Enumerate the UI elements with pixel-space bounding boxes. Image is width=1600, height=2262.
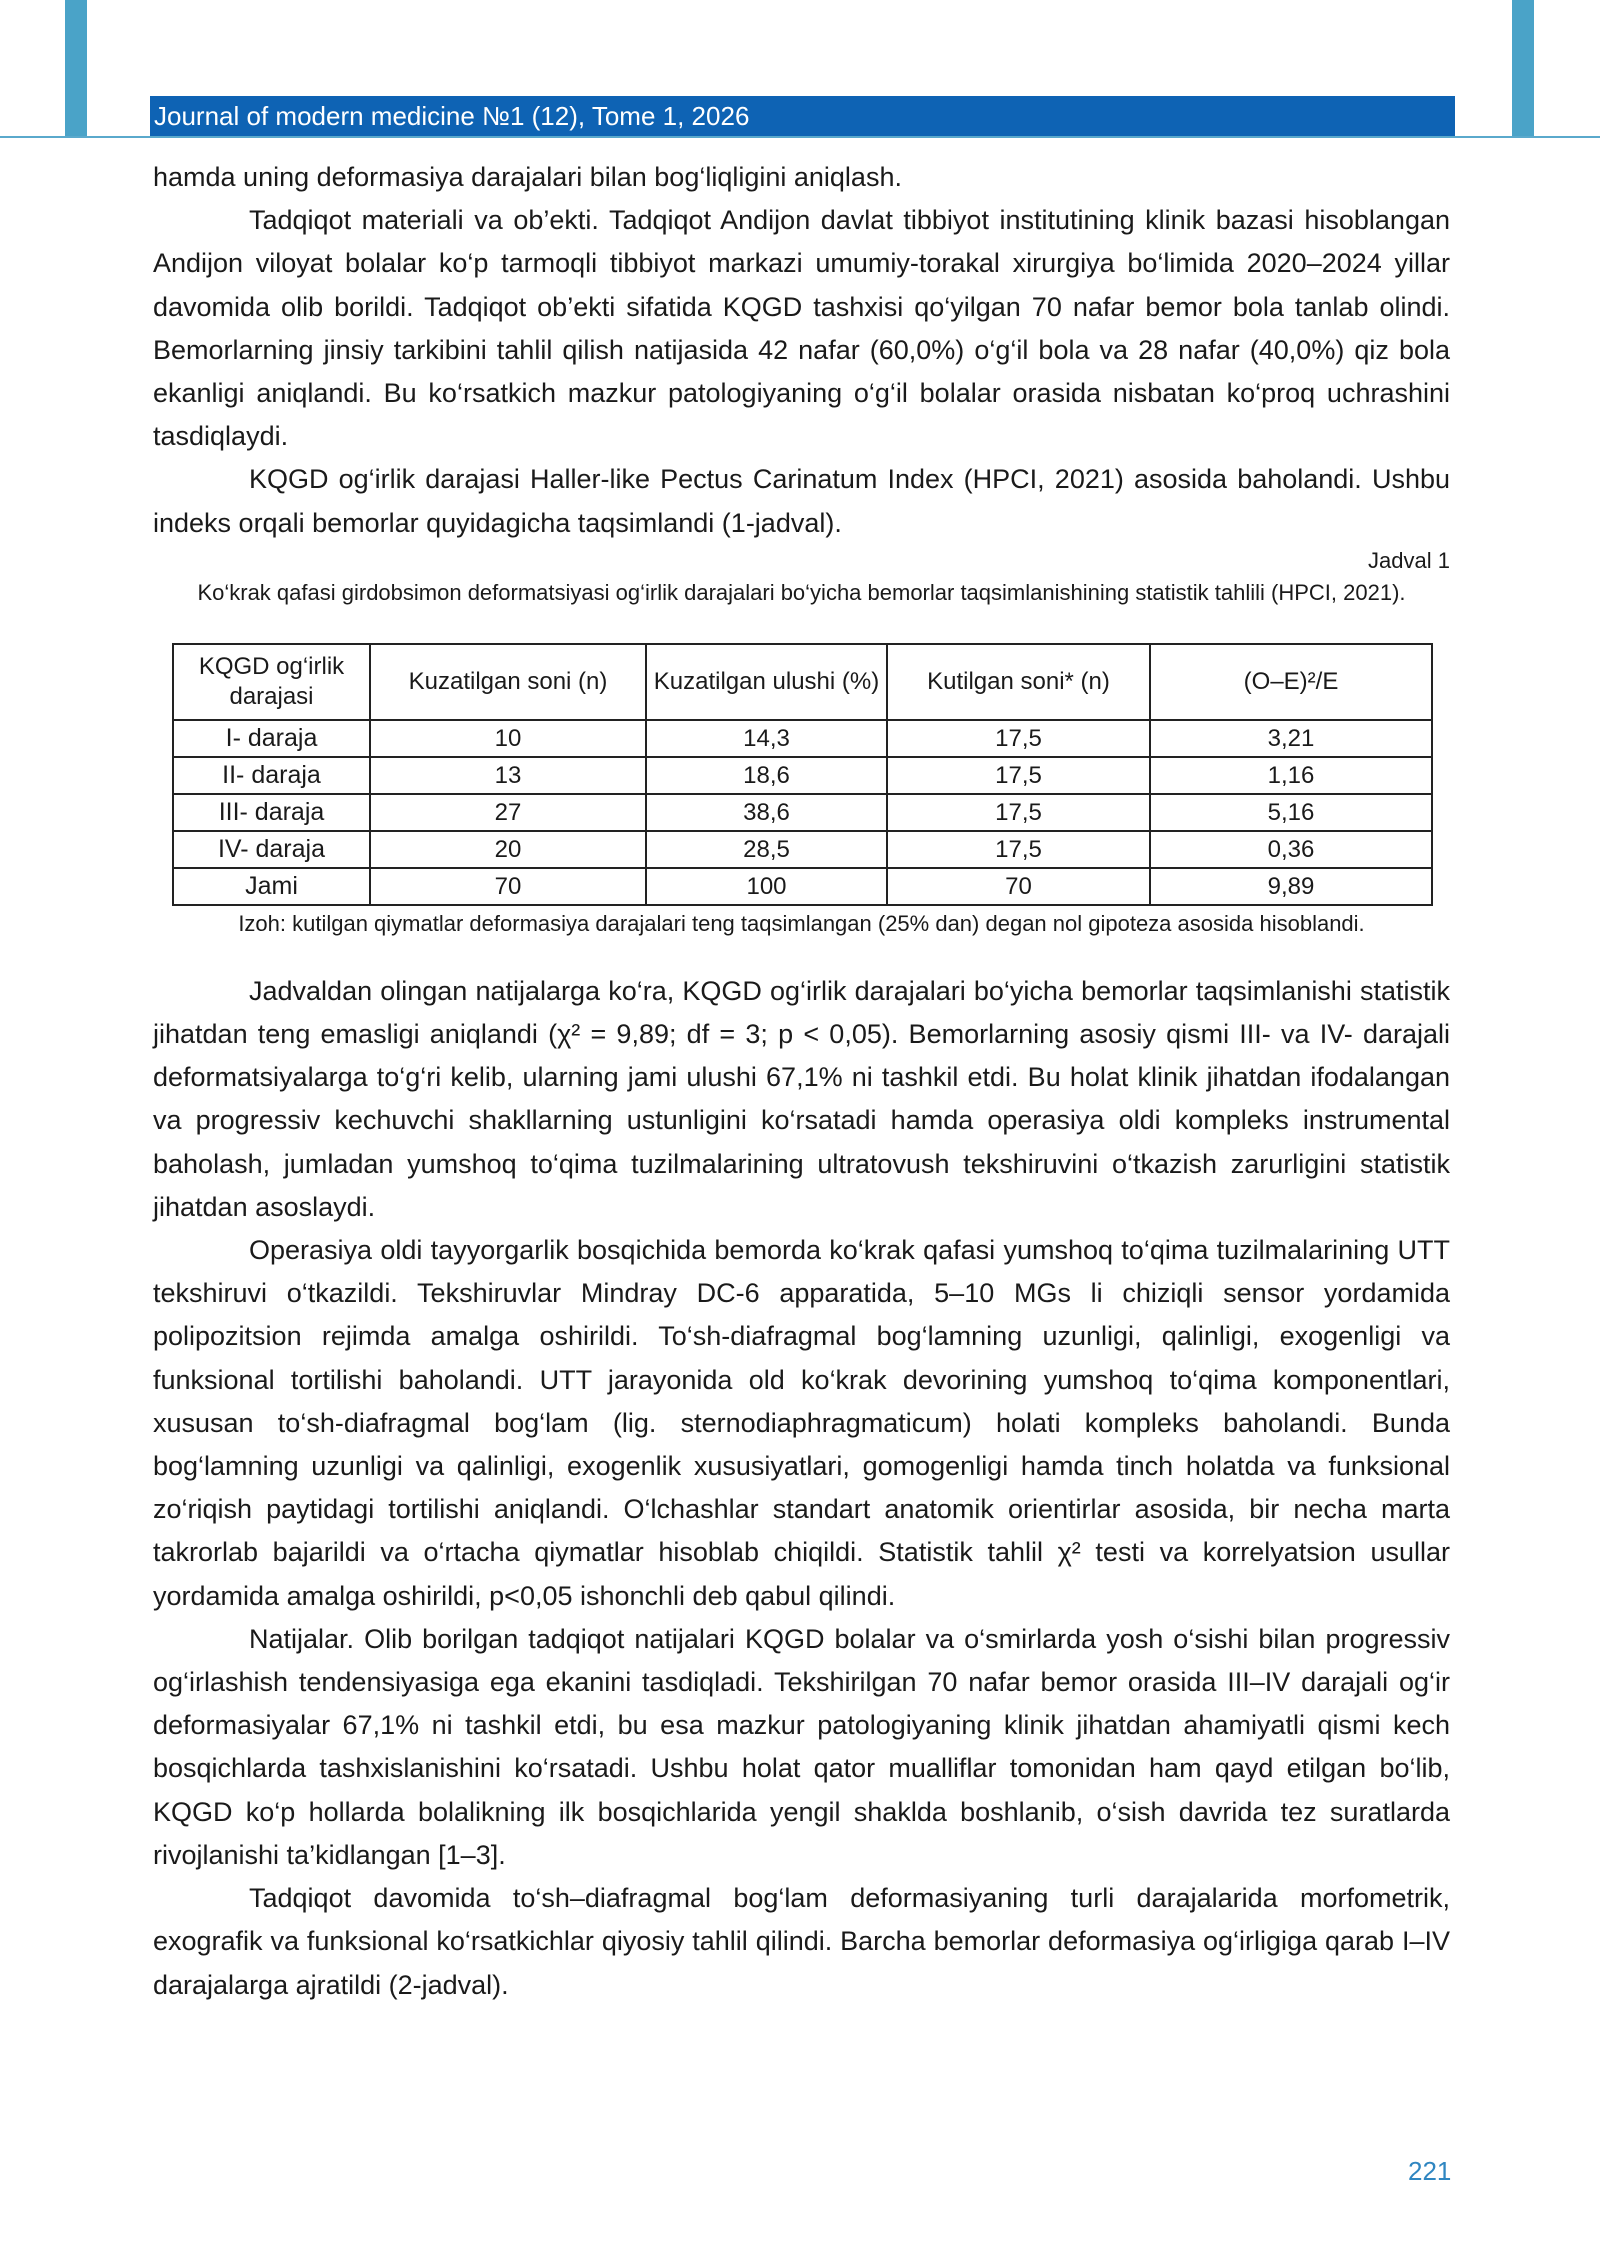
table-cell: 28,5: [646, 831, 887, 868]
paragraph-table-results: Jadvaldan olingan natijalarga ko‘ra, KQGD og‘irlik darajalari bo‘yicha bemorlar taqsimlanishi statistik jihatdan teng emasligi aniqlandi (χ² = 9,89; df = 3; p < 0,05). Bemorlarning asosiy qismi III- va IV- darajali deformatsiyalarga to‘g‘ri kelib, ularning jami ulushi 67,1% ni tashkil etdi. Bu holat klinik jihatdan ifodalangan va progressiv kechuvchi shakllarning ustunligini ko‘rsatadi hamda operasiya oldi kompleks instrumental baholash, jumladan yumshoq to‘qima tuzilmalarining ultratovush tekshiruvini o‘tkazish zarurligini statistik jihatdan asoslaydi.: [153, 975, 1450, 1222]
table-cell: 70: [887, 868, 1150, 905]
table-header-cell: Kutilgan soni* (n): [887, 644, 1150, 720]
paragraph-materials-text: Tadqiqot Andijon davlat tibbiyot institutining klinik bazasi hisoblangan Andijon viloyat bolalar ko‘p tarmoqli tibbiyot markazi umumiy-torakal xirurgiya bo‘limida 2020–2024 yillar davomida olib borildi. Tadqiqot ob’ekti sifatida KQGD tashxisi qo‘yilgan 70 nafar bemor bola tanlab olindi. Bemorlarning jinsiy tarkibini tahlil qilish natijasida 42 nafar (60,0%) o‘g‘il bola va 28 nafar (40,0%) qiz bola ekanligi aniqlandi. Bu ko‘rsatkich mazkur patologiyaning o‘g‘il bolalar orasida nisbatan ko‘proq uchrashini tasdiqlaydi.: [153, 205, 1450, 452]
table-cell: 9,89: [1150, 868, 1432, 905]
table-header-cell: KQGD og‘irlik darajasi: [173, 644, 370, 720]
journal-header: Journal of modern medicine №1 (12), Tome 1, 2026: [150, 96, 1455, 136]
paragraph-intro-end: hamda uning deformasiya darajalari bilan bog‘liqligini aniqlash.: [153, 162, 902, 192]
table-row: [173, 794, 1432, 831]
table-row: [173, 757, 1432, 794]
table-cell: 20: [370, 831, 646, 868]
table-cell: 38,6: [646, 794, 887, 831]
table-header-cell: (O–E)²/E: [1150, 644, 1432, 720]
table-cell: 5,16: [1150, 794, 1432, 831]
table-note: Izoh: kutilgan qiymatlar deformasiya darajalari teng taqsimlangan (25% dan) degan nol gipoteza asosida hisoblandi.: [238, 910, 1365, 936]
table-cell: 17,5: [887, 831, 1150, 868]
table-label: Jadval 1: [1368, 547, 1450, 573]
table-cell: 3,21: [1150, 720, 1432, 757]
table-cell: 18,6: [646, 757, 887, 794]
table-row: [173, 831, 1432, 868]
table-cell: 70: [370, 868, 646, 905]
table-cell: Jami: [173, 868, 370, 905]
header-side-bar-left: [65, 0, 87, 138]
table-cell: I- daraja: [173, 720, 370, 757]
table-cell: 10: [370, 720, 646, 757]
header-side-bar-right: [1512, 0, 1534, 138]
paragraph-utt: Operasiya oldi tayyorgarlik bosqichida bemorda ko‘krak qafasi yumshoq to‘qima tuzilmalarining UTT tekshiruvi o‘tkazildi. Tekshiruvlar Mindray DC-6 apparatida, 5–10 MGs li chiziqli sensor yordamida polipozitsion rejimda amalga oshirildi. To‘sh-diafragmal bog‘lamning uzunligi, qalinligi, exogenligi va funksional tortilishi baholandi. UTT jarayonida old ko‘krak devorining yumshoq to‘qima komponentlari, xususan to‘sh-diafragmal bog‘lam (lig. sternodiaphragmaticum) holati kompleks baholandi. Bunda bog‘lamning uzunligi va qalinligi, exogenlik xususiyatlari, gomogenligi hamda tinch holatda va funksional zo‘riqish paytidagi tortilishi aniqlandi. O‘lchashlar standart anatomik orientirlar asosida, bir necha marta takrorlab bajarildi va o‘rtacha qiymatlar hisoblab chiqildi. Statistik tahlil χ² testi va korrelyatsion usullar yordamida amalga oshirildi, p<0,05 ishonchli deb qabul qilindi.: [153, 1235, 1450, 1611]
paragraph-results: [153, 1618, 1450, 1877]
table-cell: II- daraja: [173, 757, 370, 794]
table-cell: 1,16: [1150, 757, 1432, 794]
section-heading-results: Natijalar.: [249, 1623, 355, 1654]
table-header-cell: Kuzatilgan ulushi (%): [646, 644, 887, 720]
table-header-row: [173, 644, 1432, 720]
table-cell: III- daraja: [173, 794, 370, 831]
severity-table: [172, 643, 1433, 906]
paragraph-results-text: Olib borilgan tadqiqot natijalari KQGD bolalar va o‘smirlarda yosh o‘sishi bilan progressiv og‘irlashish tendensiyasiga ega ekanini tasdiqladi. Tekshirilgan 70 nafar bemor orasida III–IV darajali og‘ir deformasiyalar 67,1% ni tashkil etdi, bu esa mazkur patologiyaning klinik jihatdan ahamiyatli qismi kech bosqichlarda tashxislanishini ko‘rsatadi. Ushbu holat qator mualliflar tomonidan ham qayd etilgan bo‘lib, KQGD ko‘p hollarda bolalikning ilk bosqichlarida yengil shaklda boshlanib, o‘sish davrida tez suratlarda rivojlanishi ta’kidlangan [1–3].: [153, 1623, 1450, 1870]
page-number: 221: [1408, 2156, 1452, 2186]
table-cell: 14,3: [646, 720, 887, 757]
table-cell: 13: [370, 757, 646, 794]
table-cell: 27: [370, 794, 646, 831]
paragraph-materials: [153, 199, 1450, 458]
table-row-total: [173, 868, 1432, 905]
paragraph-hpci: KQGD og‘irlik darajasi Haller-like Pectus Carinatum Index (HPCI, 2021) asosida baholandi. Ushbu indeks orqali bemorlar quyidagicha taqsimlandi (1-jadval).: [153, 464, 1450, 538]
table-cell: 100: [646, 868, 887, 905]
table-cell: IV- daraja: [173, 831, 370, 868]
table-cell: 0,36: [1150, 831, 1432, 868]
table-header-cell: Kuzatilgan soni (n): [370, 644, 646, 720]
page-content: [153, 156, 1450, 2007]
table-row: [173, 720, 1432, 757]
table-caption: Ko‘krak qafasi girdobsimon deformatsiyasi og‘irlik darajalari bo‘yicha bemorlar taqsimlanishining statistik tahlili (HPCI, 2021).: [197, 579, 1406, 605]
table-cell: 17,5: [887, 794, 1150, 831]
table-cell: 17,5: [887, 757, 1150, 794]
header-rule: [0, 136, 1600, 138]
table-cell: 17,5: [887, 720, 1150, 757]
paragraph-last: Tadqiqot davomida to‘sh–diafragmal bog‘lam deformasiyaning turli darajalarida morfometrik, exografik va funksional ko‘rsatkichlar qiyosiy tahlil qilindi. Barcha bemorlar deformasiya og‘irligiga qarab I–IV darajalarga ajratildi (2-jadval).: [153, 1883, 1450, 2000]
section-heading-materials: Tadqiqot materiali va ob’ekti.: [249, 205, 599, 236]
